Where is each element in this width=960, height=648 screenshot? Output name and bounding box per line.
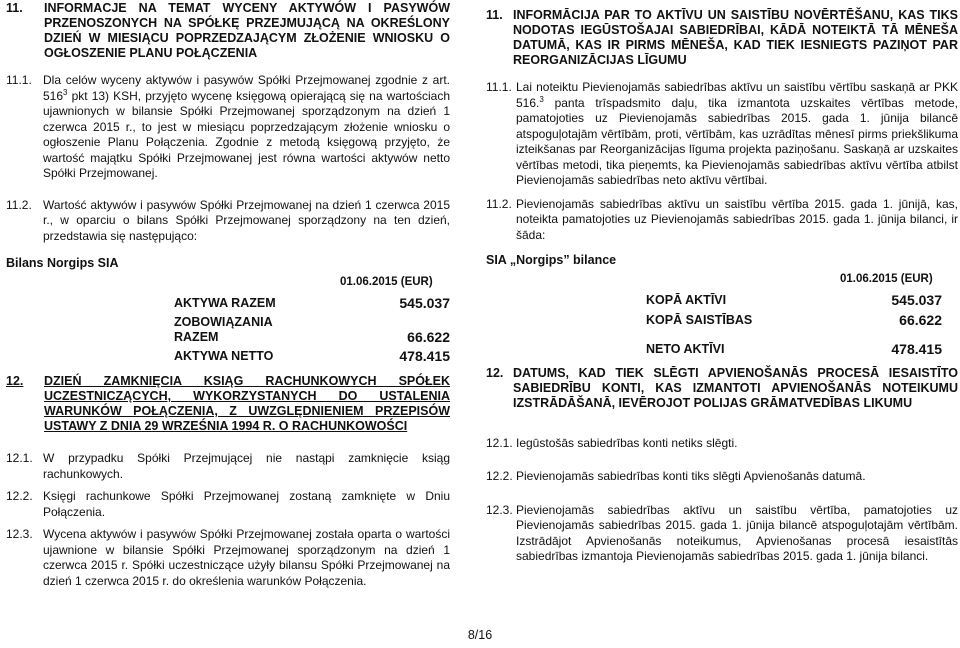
balance-row	[174, 315, 450, 346]
paragraph-11-2	[486, 197, 958, 244]
balance-row	[174, 349, 450, 365]
paragraph-12-2	[6, 489, 450, 520]
paragraph-number: 11.1.	[6, 73, 32, 87]
paragraph-number: 12.2.	[486, 469, 513, 483]
section-number: 12.	[6, 374, 24, 388]
balance-label: AKTYWA NETTO	[174, 348, 274, 363]
section-number: 11.	[486, 8, 503, 22]
balance-value: 545.037	[399, 295, 450, 311]
section-11-heading	[6, 1, 450, 61]
balance-row	[646, 293, 958, 309]
balance-row	[646, 342, 958, 358]
balance-value: 66.622	[899, 311, 942, 328]
paragraph-11-1	[486, 80, 958, 189]
paragraph-number: 11.2.	[6, 197, 32, 212]
paragraph-text: Pievienojamās sabiedrības aktīvu un saistību vērtība 2015. gada 1. jūnijā, kas, noteikta pamatojoties uz Pievienojamās sabiedrības 2015. gada 1. jūnija bilanci, ir šāda:	[516, 196, 958, 242]
paragraph-text: Lai noteiktu Pievienojamās sabiedrības aktīvu un saistību vērtību saskaņā ar PKK 516.$^3$ panta trīspadsmito daļu, tika izmantota uzskaites vērtības metode, pamatojoties uz Pievienojamās sabiedrības 2015. gada 1. jūnija bilancē atspoguļotajām vērtībām, proti, vērtībām, kas uzrādītas mēnesī pirms priekšlikuma izteikšanas par Reorganizācijas līguma projekta paziņošanu. Saskaņā ar uzskaites vērtības metodi, tika pieņemts, ka Pievienojamās sabiedrības aktīvu vērtība atbilst Pievienojamās sabiedrības neto aktīvu vērtībai.	[516, 80, 958, 187]
balance-date: 01.06.2015 (EUR)	[340, 275, 433, 288]
balance-value: 545.037	[891, 292, 942, 308]
section-11-heading	[486, 8, 958, 68]
paragraph-number: 11.1.	[486, 80, 512, 94]
balance-label: ZOBOWIĄZANIA RAZEM	[174, 314, 273, 344]
balance-label: KOPĀ AKTĪVI	[646, 293, 727, 307]
balance-date: 01.06.2015 (EUR)	[840, 272, 933, 285]
paragraph-number: 12.2.	[6, 489, 33, 503]
balance-title: Bilans Norgips SIA	[6, 256, 119, 270]
balance-title: SIA „Norgips” bilance	[486, 253, 617, 267]
paragraph-12-2	[486, 469, 958, 485]
section-12-heading	[486, 366, 958, 411]
paragraph-text: W przypadku Spółki Przejmującej nie nastąpi zamknięcie ksiąg rachunkowych.	[43, 451, 450, 481]
section-title: DATUMS, KAD TIEK SLĒGTI APVIENOŠANĀS PROCESĀ IESAISTĪTO SABIEDRĪBU KONTI, KAS IZMANTOTI APVIENOŠANĀS NOTEIKUMU IZSTRĀDĀŠANĀ, IEVĒROJOT POLIJAS GRĀMATVEDĪBAS LIKUMU	[513, 365, 958, 410]
paragraph-11-1	[6, 73, 450, 182]
balance-row	[174, 296, 450, 312]
section-title: INFORMĀCIJA PAR TO AKTĪVU UN SAISTĪBU NOVĒRTĒŠANU, KAS TIKS NODOTAS IEGŪSTOŠAJAI SABIEDRĪBAI, KĀDĀ NOTEIKTĀ TĀ MĒNEŠA DATUMĀ, KAS IR PIRMS MĒNEŠA, KAD TIEK IESNIEGTS PAZIŅOT PAR REORGANIZĀCIJAS LĪGUMU	[513, 8, 958, 67]
paragraph-text: Księgi rachunkowe Spółki Przejmowanej zostaną zamknięte w Dniu Połączenia.	[43, 489, 450, 519]
balance-label: KOPĀ SAISTĪBAS	[646, 312, 753, 327]
polish-column	[6, 0, 450, 589]
page-number: 8/16	[467, 628, 493, 642]
section-12-heading	[6, 374, 450, 434]
paragraph-text: Wartość aktywów i pasywów Spółki Przejmowanej na dzień 1 czerwca 2015 r., w oparciu o bilans Spółki Przejmowanej sporządzony na ten dzień, przedstawia się następująco:	[43, 197, 450, 243]
section-number: 12.	[486, 365, 504, 380]
paragraph-11-2	[6, 198, 450, 245]
balance-value: 478.415	[399, 347, 450, 364]
paragraph-12-3	[6, 527, 450, 589]
paragraph-number: 12.3.	[6, 527, 33, 541]
paragraph-12-1	[6, 451, 450, 482]
paragraph-number: 11.2.	[486, 196, 512, 211]
balance-value: 478.415	[891, 341, 942, 357]
balance-value: 66.622	[407, 329, 450, 345]
section-title: DZIEŃ ZAMKNIĘCIA KSIĄG RACHUNKOWYCH SPÓŁEK UCZESTNICZĄCYCH, WYKORZYSTANYCH DO USTALENIA WARUNKÓW POŁĄCZENIA, Z UWZGLĘDNIENIEM PRZEPISÓW USTAWY Z DNIA 29 WRZEŚNIA 1994 R. O RACHUNKOWOŚCI	[44, 374, 450, 433]
paragraph-text: Wycena aktywów i pasywów Spółki Przejmowanej została oparta o wartości ujawnione w bilansie Spółki Przejmowanej sporządzonym na dzień 1 czerwca 2015 r. Spółki uczestniczące użyły bilansu Spółki Przejmowanej na dzień 1 czerwca 2015 r. do określenia warunków Połączenia.	[43, 527, 450, 588]
paragraph-number: 12.1.	[486, 435, 513, 450]
paragraph-12-1	[486, 436, 958, 452]
latvian-column	[486, 0, 958, 565]
balance-label: NETO AKTĪVI	[646, 342, 725, 356]
paragraph-text: Pievienojamās sabiedrības konti tiks slēgti Apvienošanās datumā.	[516, 469, 866, 483]
balance-label: AKTYWA RAZEM	[174, 296, 276, 310]
paragraph-text: Dla celów wyceny aktywów i pasywów Spółki Przejmowanej zgodnie z art. $516^3$ pkt 13) KSH, przyjęto wycenę księgową opierającą się na wartościach ujawnionych w bilansie Spółki Przejmowanej sporządzonym na dzień 1 czerwca 2015 r., to jest w miesiącu poprzedzającym złożenie wniosku o ogłoszenie Planu Połączenia. Zgodnie z metodą księgową przyjęto, że wartość majątku Spółki Przejmowanej jest równa wartości aktywów netto Spółki Przejmowanej.	[43, 73, 450, 180]
paragraph-text: Iegūstošās sabiedrības konti netiks slēgti.	[516, 435, 738, 450]
paragraph-number: 12.3.	[486, 502, 513, 517]
paragraph-number: 12.1.	[6, 451, 33, 465]
section-number: 11.	[6, 1, 23, 15]
section-title: INFORMACJE NA TEMAT WYCENY AKTYWÓW I PASYWÓW PRZENOSZONYCH NA SPÓŁKĘ PRZEJMUJĄCĄ NA OKREŚLONY DZIEŃ W MIESIĄCU POPRZEDZAJĄCYM ZŁOŻENIE WNIOSKU O OGŁOSZENIE PLANU POŁĄCZENIA	[44, 1, 450, 60]
paragraph-text: Pievienojamās sabiedrības aktīvu un saistību vērtība, pamatojoties uz Pievienojamās sabiedrības 2015. gada 1. jūnija bilancē atspoguļotajām vērtībām. Izstrādājot Apvienošanās noteikumus, Apvienošanas procesā iesaistītās sabiedrības izmantoja Pievienojamās sabiedrības 2015. gada 1. jūnija bilanci.	[516, 502, 958, 563]
paragraph-12-3	[486, 503, 958, 565]
balance-row	[646, 313, 958, 329]
